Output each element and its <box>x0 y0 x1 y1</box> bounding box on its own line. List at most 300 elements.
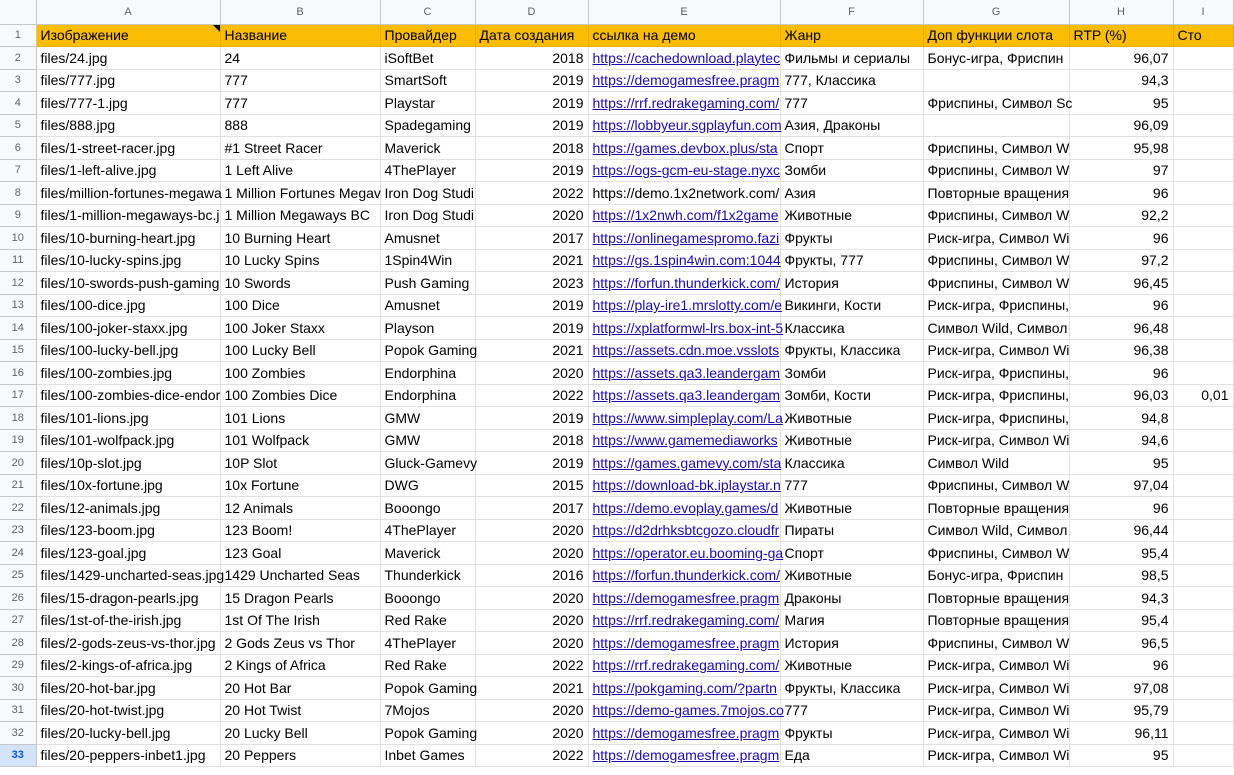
header-cell[interactable]: Доп функции слота <box>923 24 1069 47</box>
row-number[interactable]: 13 <box>0 294 36 317</box>
cell[interactable]: 96 <box>1069 182 1173 205</box>
header-cell[interactable]: Жанр <box>780 24 923 47</box>
cell[interactable]: Spadegaming <box>380 114 475 137</box>
cell[interactable]: 96,38 <box>1069 339 1173 362</box>
cell[interactable]: files/10-swords-push-gaming <box>36 272 220 295</box>
cell[interactable]: 4ThePlayer <box>380 159 475 182</box>
cell[interactable]: 777 <box>780 92 923 115</box>
cell[interactable]: 123 Goal <box>220 542 380 565</box>
row-number[interactable]: 25 <box>0 564 36 587</box>
cell[interactable] <box>1173 474 1233 497</box>
cell[interactable]: 94,3 <box>1069 587 1173 610</box>
demo-link-cell[interactable]: https://ogs-gcm-eu-stage.nyxc <box>588 159 780 182</box>
cell[interactable]: 2018 <box>475 137 588 160</box>
cell[interactable] <box>1173 272 1233 295</box>
column-letter-c[interactable]: C <box>380 0 475 24</box>
cell[interactable]: Риск-игра, Символ Wi <box>923 429 1069 452</box>
cell[interactable] <box>923 114 1069 137</box>
cell[interactable] <box>1173 632 1233 655</box>
cell[interactable]: Риск-игра, Символ Wi <box>923 744 1069 767</box>
cell[interactable]: 15 Dragon Pearls <box>220 587 380 610</box>
cell[interactable]: Азия <box>780 182 923 205</box>
cell[interactable]: Inbet Games <box>380 744 475 767</box>
cell[interactable]: Red Rake <box>380 609 475 632</box>
row-number[interactable]: 8 <box>0 182 36 205</box>
demo-link-cell[interactable]: https://www.gamemediaworks <box>588 429 780 452</box>
cell[interactable] <box>1173 429 1233 452</box>
cell[interactable]: 20 Lucky Bell <box>220 722 380 745</box>
cell[interactable]: 777 <box>220 92 380 115</box>
cell[interactable]: 2017 <box>475 227 588 250</box>
cell[interactable]: 2020 <box>475 542 588 565</box>
cell[interactable]: Животные <box>780 407 923 430</box>
cell[interactable]: iSoftBet <box>380 47 475 70</box>
demo-link-cell[interactable]: https://rrf.redrakegaming.com/ <box>588 609 780 632</box>
cell[interactable]: 2 Kings of Africa <box>220 654 380 677</box>
cell[interactable]: Бонус-игра, Фриспин <box>923 47 1069 70</box>
row-number[interactable]: 5 <box>0 114 36 137</box>
cell[interactable]: 2021 <box>475 339 588 362</box>
column-letter-h[interactable]: H <box>1069 0 1173 24</box>
cell[interactable]: files/20-hot-twist.jpg <box>36 699 220 722</box>
cell[interactable]: Gluck-Gamevy <box>380 452 475 475</box>
cell[interactable]: files/15-dragon-pearls.jpg <box>36 587 220 610</box>
cell[interactable] <box>1173 519 1233 542</box>
cell[interactable]: Фриспины, Символ W <box>923 542 1069 565</box>
cell[interactable]: files/777-1.jpg <box>36 92 220 115</box>
demo-link-cell[interactable]: https://assets.qa3.leandergam <box>588 362 780 385</box>
demo-link-cell[interactable]: https://games.devbox.plus/sta <box>588 137 780 160</box>
cell[interactable]: files/2-kings-of-africa.jpg <box>36 654 220 677</box>
cell[interactable]: 100 Zombies <box>220 362 380 385</box>
cell[interactable] <box>1173 317 1233 340</box>
cell[interactable]: 2019 <box>475 407 588 430</box>
cell[interactable]: 96,45 <box>1069 272 1173 295</box>
cell[interactable]: Классика <box>780 317 923 340</box>
row-number[interactable]: 2 <box>0 47 36 70</box>
cell[interactable]: files/20-peppers-inbet1.jpg <box>36 744 220 767</box>
header-cell[interactable]: Дата создания <box>475 24 588 47</box>
cell[interactable]: 95 <box>1069 92 1173 115</box>
cell[interactable]: Popok Gaming <box>380 677 475 700</box>
cell[interactable]: 96,11 <box>1069 722 1173 745</box>
cell[interactable]: files/20-hot-bar.jpg <box>36 677 220 700</box>
cell[interactable]: Животные <box>780 654 923 677</box>
cell[interactable] <box>923 69 1069 92</box>
demo-link-cell[interactable]: https://assets.qa3.leandergam <box>588 384 780 407</box>
cell[interactable]: 92,2 <box>1069 204 1173 227</box>
cell[interactable]: История <box>780 272 923 295</box>
cell[interactable]: 97,08 <box>1069 677 1173 700</box>
cell[interactable]: 20 Hot Bar <box>220 677 380 700</box>
cell[interactable] <box>1173 294 1233 317</box>
cell[interactable] <box>1173 722 1233 745</box>
cell[interactable] <box>1173 362 1233 385</box>
cell[interactable]: Playson <box>380 317 475 340</box>
row-number[interactable]: 4 <box>0 92 36 115</box>
cell[interactable]: 100 Dice <box>220 294 380 317</box>
cell[interactable]: 96,03 <box>1069 384 1173 407</box>
cell[interactable]: Повторные вращения <box>923 182 1069 205</box>
cell[interactable]: Бонус-игра, Фриспин <box>923 564 1069 587</box>
cell[interactable]: Amusnet <box>380 227 475 250</box>
cell[interactable]: 96,48 <box>1069 317 1173 340</box>
cell[interactable]: 12 Animals <box>220 497 380 520</box>
demo-link-cell[interactable]: https://1x2nwh.com/f1x2game <box>588 204 780 227</box>
header-cell[interactable]: ссылка на демо <box>588 24 780 47</box>
demo-link-cell[interactable]: https://demogamesfree.pragm <box>588 722 780 745</box>
cell[interactable]: 1 Million Fortunes Megav <box>220 182 380 205</box>
cell[interactable]: Endorphina <box>380 362 475 385</box>
cell[interactable]: 2019 <box>475 92 588 115</box>
cell[interactable] <box>1173 182 1233 205</box>
cell[interactable]: 96 <box>1069 362 1173 385</box>
header-cell[interactable]: Изображение <box>36 24 220 47</box>
cell[interactable]: Риск-игра, Символ Wi <box>923 722 1069 745</box>
row-number[interactable]: 27 <box>0 609 36 632</box>
cell[interactable]: Фрукты, Классика <box>780 339 923 362</box>
cell[interactable] <box>1173 677 1233 700</box>
row-number[interactable]: 6 <box>0 137 36 160</box>
cell[interactable]: Фриспины, Символ W <box>923 249 1069 272</box>
demo-link-cell[interactable]: https://rrf.redrakegaming.com/ <box>588 92 780 115</box>
cell[interactable]: Повторные вращения <box>923 497 1069 520</box>
demo-link-cell[interactable]: https://onlinegamespromo.fazi <box>588 227 780 250</box>
demo-link-cell[interactable]: https://play-ire1.mrslotty.com/e <box>588 294 780 317</box>
cell[interactable]: Фрукты, Классика <box>780 677 923 700</box>
cell[interactable]: 4ThePlayer <box>380 632 475 655</box>
cell[interactable]: 888 <box>220 114 380 137</box>
row-number[interactable]: 7 <box>0 159 36 182</box>
cell[interactable]: 2020 <box>475 362 588 385</box>
row-number[interactable]: 10 <box>0 227 36 250</box>
cell[interactable]: Классика <box>780 452 923 475</box>
cell[interactable]: 2022 <box>475 654 588 677</box>
demo-link-cell[interactable]: https://demogamesfree.pragm <box>588 69 780 92</box>
column-letter-f[interactable]: F <box>780 0 923 24</box>
cell[interactable]: Риск-игра, Фриспины, <box>923 294 1069 317</box>
demo-link-cell[interactable]: https://assets.cdn.moe.vsslots <box>588 339 780 362</box>
demo-link-cell[interactable]: https://demo-games.7mojos.co <box>588 699 780 722</box>
cell[interactable]: 10 Burning Heart <box>220 227 380 250</box>
cell[interactable]: files/20-lucky-bell.jpg <box>36 722 220 745</box>
cell[interactable]: Риск-игра, Символ Wi <box>923 699 1069 722</box>
row-number[interactable]: 33 <box>0 744 36 767</box>
column-letter-g[interactable]: G <box>923 0 1069 24</box>
cell[interactable]: 20 Peppers <box>220 744 380 767</box>
cell[interactable]: Риск-игра, Фриспины, <box>923 407 1069 430</box>
cell[interactable]: files/100-dice.jpg <box>36 294 220 317</box>
cell[interactable]: 96 <box>1069 497 1173 520</box>
cell[interactable]: Popok Gaming <box>380 339 475 362</box>
demo-link-cell[interactable]: https://demo.evoplay.games/d <box>588 497 780 520</box>
column-letter-b[interactable]: B <box>220 0 380 24</box>
cell[interactable]: 95 <box>1069 744 1173 767</box>
cell[interactable]: 2019 <box>475 317 588 340</box>
cell[interactable]: Фриспины, Символ W <box>923 159 1069 182</box>
cell[interactable]: files/10x-fortune.jpg <box>36 474 220 497</box>
cell[interactable]: 2 Gods Zeus vs Thor <box>220 632 380 655</box>
demo-link-cell[interactable]: https://demogamesfree.pragm <box>588 744 780 767</box>
demo-link-cell[interactable]: https://gs.1spin4win.com:1044 <box>588 249 780 272</box>
cell[interactable] <box>1173 407 1233 430</box>
cell[interactable]: 20 Hot Twist <box>220 699 380 722</box>
cell[interactable]: files/1st-of-the-irish.jpg <box>36 609 220 632</box>
cell[interactable]: 96 <box>1069 227 1173 250</box>
header-cell[interactable]: Сто <box>1173 24 1233 47</box>
cell[interactable]: 2019 <box>475 69 588 92</box>
cell[interactable] <box>1173 137 1233 160</box>
cell[interactable]: 101 Lions <box>220 407 380 430</box>
cell[interactable]: Повторные вращения <box>923 587 1069 610</box>
cell[interactable]: 94,8 <box>1069 407 1173 430</box>
cell[interactable]: files/million-fortunes-megawa <box>36 182 220 205</box>
cell[interactable]: 10P Slot <box>220 452 380 475</box>
cell[interactable]: files/10p-slot.jpg <box>36 452 220 475</box>
cell[interactable]: files/100-zombies-dice-endor <box>36 384 220 407</box>
cell[interactable]: 100 Zombies Dice <box>220 384 380 407</box>
cell[interactable]: 2023 <box>475 272 588 295</box>
cell[interactable]: Викинги, Кости <box>780 294 923 317</box>
cell[interactable]: 97 <box>1069 159 1173 182</box>
cell[interactable]: Драконы <box>780 587 923 610</box>
cell[interactable]: Фриспины, Символ W <box>923 272 1069 295</box>
demo-link-cell[interactable]: https://forfun.thunderkick.com/ <box>588 564 780 587</box>
cell[interactable]: 98,5 <box>1069 564 1173 587</box>
cell[interactable]: Фриспины, Символ Sc <box>923 92 1069 115</box>
row-number[interactable]: 9 <box>0 204 36 227</box>
select-all-corner[interactable] <box>0 0 36 24</box>
cell[interactable] <box>1173 587 1233 610</box>
cell[interactable]: Риск-игра, Фриспины, <box>923 362 1069 385</box>
cell[interactable]: files/24.jpg <box>36 47 220 70</box>
cell[interactable]: 2020 <box>475 699 588 722</box>
cell[interactable]: 2018 <box>475 429 588 452</box>
cell[interactable]: Риск-игра, Символ Wi <box>923 654 1069 677</box>
demo-link-cell[interactable]: https://demo.1x2network.com/ <box>588 182 780 205</box>
cell[interactable]: Booongo <box>380 497 475 520</box>
row-number[interactable]: 29 <box>0 654 36 677</box>
cell[interactable]: Playstar <box>380 92 475 115</box>
cell[interactable]: Booongo <box>380 587 475 610</box>
cell[interactable]: Символ Wild <box>923 452 1069 475</box>
cell[interactable] <box>1173 542 1233 565</box>
cell[interactable]: Зомби, Кости <box>780 384 923 407</box>
cell[interactable]: 24 <box>220 47 380 70</box>
cell[interactable]: GMW <box>380 429 475 452</box>
cell[interactable]: 2022 <box>475 384 588 407</box>
cell[interactable]: Фриспины, Символ W <box>923 204 1069 227</box>
cell[interactable]: Amusnet <box>380 294 475 317</box>
cell[interactable]: files/101-wolfpack.jpg <box>36 429 220 452</box>
header-cell[interactable]: RTP (%) <box>1069 24 1173 47</box>
cell[interactable] <box>1173 497 1233 520</box>
cell[interactable]: Животные <box>780 497 923 520</box>
cell[interactable]: files/1429-uncharted-seas.jpg <box>36 564 220 587</box>
cell[interactable]: files/100-zombies.jpg <box>36 362 220 385</box>
cell[interactable]: 94,3 <box>1069 69 1173 92</box>
cell[interactable] <box>1173 564 1233 587</box>
cell[interactable]: Iron Dog Studi <box>380 182 475 205</box>
cell[interactable]: SmartSoft <box>380 69 475 92</box>
cell[interactable]: files/123-boom.jpg <box>36 519 220 542</box>
cell[interactable]: Endorphina <box>380 384 475 407</box>
header-cell[interactable]: Провайдер <box>380 24 475 47</box>
row-number[interactable]: 16 <box>0 362 36 385</box>
cell[interactable]: Фриспины, Символ W <box>923 137 1069 160</box>
cell[interactable]: 123 Boom! <box>220 519 380 542</box>
cell[interactable]: Maverick <box>380 542 475 565</box>
header-cell[interactable]: Название <box>220 24 380 47</box>
cell[interactable]: 2020 <box>475 519 588 542</box>
demo-link-cell[interactable]: https://games.gamevy.com/sta <box>588 452 780 475</box>
cell[interactable] <box>1173 69 1233 92</box>
cell[interactable] <box>1173 204 1233 227</box>
demo-link-cell[interactable]: https://operator.eu.booming-ga <box>588 542 780 565</box>
row-number[interactable]: 24 <box>0 542 36 565</box>
cell[interactable]: Риск-игра, Символ Wi <box>923 677 1069 700</box>
column-letter-d[interactable]: D <box>475 0 588 24</box>
cell[interactable]: Символ Wild, Символ <box>923 519 1069 542</box>
cell[interactable]: Зомби <box>780 159 923 182</box>
cell[interactable]: 10 Swords <box>220 272 380 295</box>
cell[interactable]: 7Mojos <box>380 699 475 722</box>
cell[interactable]: Фриспины, Символ W <box>923 474 1069 497</box>
cell[interactable]: 10x Fortune <box>220 474 380 497</box>
cell[interactable]: Повторные вращения <box>923 609 1069 632</box>
cell[interactable]: 0,01 <box>1173 384 1233 407</box>
cell[interactable]: 100 Joker Staxx <box>220 317 380 340</box>
cell[interactable]: 2015 <box>475 474 588 497</box>
cell[interactable]: Еда <box>780 744 923 767</box>
cell[interactable]: 2022 <box>475 182 588 205</box>
demo-link-cell[interactable]: https://d2drhksbtcgozo.cloudfr <box>588 519 780 542</box>
cell[interactable]: 2020 <box>475 722 588 745</box>
cell[interactable]: 2019 <box>475 294 588 317</box>
cell[interactable]: Фриспины, Символ W <box>923 632 1069 655</box>
cell[interactable]: 10 Lucky Spins <box>220 249 380 272</box>
cell[interactable]: 2018 <box>475 47 588 70</box>
cell[interactable] <box>1173 699 1233 722</box>
row-number[interactable]: 19 <box>0 429 36 452</box>
cell[interactable]: 1st Of The Irish <box>220 609 380 632</box>
cell[interactable]: files/777.jpg <box>36 69 220 92</box>
row-number[interactable]: 30 <box>0 677 36 700</box>
cell[interactable]: Фрукты, 777 <box>780 249 923 272</box>
row-number[interactable]: 23 <box>0 519 36 542</box>
cell[interactable]: Животные <box>780 429 923 452</box>
cell[interactable]: 2019 <box>475 159 588 182</box>
cell[interactable]: files/888.jpg <box>36 114 220 137</box>
cell[interactable]: 2020 <box>475 609 588 632</box>
cell[interactable]: files/2-gods-zeus-vs-thor.jpg <box>36 632 220 655</box>
cell[interactable]: Thunderkick <box>380 564 475 587</box>
cell[interactable] <box>1173 114 1233 137</box>
cell[interactable]: 4ThePlayer <box>380 519 475 542</box>
demo-link-cell[interactable]: https://cachedownload.playtec <box>588 47 780 70</box>
cell[interactable] <box>1173 92 1233 115</box>
cell[interactable]: #1 Street Racer <box>220 137 380 160</box>
cell[interactable]: 2020 <box>475 204 588 227</box>
cell[interactable]: 101 Wolfpack <box>220 429 380 452</box>
cell[interactable]: Спорт <box>780 542 923 565</box>
demo-link-cell[interactable]: https://pokgaming.com/?partn <box>588 677 780 700</box>
demo-link-cell[interactable]: https://demogamesfree.pragm <box>588 587 780 610</box>
cell[interactable]: files/1-left-alive.jpg <box>36 159 220 182</box>
cell[interactable]: 2016 <box>475 564 588 587</box>
column-letter-i[interactable]: I <box>1173 0 1233 24</box>
cell[interactable]: Зомби <box>780 362 923 385</box>
cell[interactable]: Магия <box>780 609 923 632</box>
cell[interactable]: GMW <box>380 407 475 430</box>
row-number[interactable]: 21 <box>0 474 36 497</box>
cell[interactable]: 1 Million Megaways BC <box>220 204 380 227</box>
row-number[interactable]: 14 <box>0 317 36 340</box>
cell[interactable]: files/1-million-megaways-bc.j <box>36 204 220 227</box>
cell[interactable]: files/101-lions.jpg <box>36 407 220 430</box>
cell[interactable]: 1429 Uncharted Seas <box>220 564 380 587</box>
cell[interactable]: files/100-joker-staxx.jpg <box>36 317 220 340</box>
cell[interactable]: 96 <box>1069 654 1173 677</box>
cell[interactable]: 777, Классика <box>780 69 923 92</box>
cell[interactable]: 96,09 <box>1069 114 1173 137</box>
cell[interactable]: files/12-animals.jpg <box>36 497 220 520</box>
row-number[interactable]: 22 <box>0 497 36 520</box>
cell[interactable] <box>1173 249 1233 272</box>
demo-link-cell[interactable]: https://lobbyeur.sgplayfun.com <box>588 114 780 137</box>
cell[interactable]: Iron Dog Studi <box>380 204 475 227</box>
cell[interactable]: DWG <box>380 474 475 497</box>
cell[interactable]: Риск-игра, Символ Wi <box>923 339 1069 362</box>
row-number[interactable]: 28 <box>0 632 36 655</box>
cell[interactable]: 94,6 <box>1069 429 1173 452</box>
cell[interactable] <box>1173 47 1233 70</box>
cell[interactable]: Фрукты <box>780 722 923 745</box>
cell[interactable]: Символ Wild, Символ <box>923 317 1069 340</box>
cell[interactable]: 95,4 <box>1069 609 1173 632</box>
row-number[interactable]: 12 <box>0 272 36 295</box>
cell[interactable]: 777 <box>780 699 923 722</box>
row-number[interactable]: 1 <box>0 24 36 47</box>
cell[interactable]: Риск-игра, Фриспины, <box>923 384 1069 407</box>
cell[interactable]: Пираты <box>780 519 923 542</box>
row-number[interactable]: 17 <box>0 384 36 407</box>
cell[interactable]: files/1-street-racer.jpg <box>36 137 220 160</box>
cell[interactable]: Азия, Драконы <box>780 114 923 137</box>
cell[interactable]: Red Rake <box>380 654 475 677</box>
cell[interactable]: files/100-lucky-bell.jpg <box>36 339 220 362</box>
cell[interactable]: Фильмы и сериалы <box>780 47 923 70</box>
demo-link-cell[interactable]: https://www.simpleplay.com/La <box>588 407 780 430</box>
row-number[interactable]: 20 <box>0 452 36 475</box>
cell[interactable]: 95,79 <box>1069 699 1173 722</box>
cell[interactable]: 2019 <box>475 114 588 137</box>
row-number[interactable]: 15 <box>0 339 36 362</box>
cell[interactable]: 777 <box>780 474 923 497</box>
cell[interactable]: 1 Left Alive <box>220 159 380 182</box>
cell[interactable]: 97,04 <box>1069 474 1173 497</box>
cell[interactable]: 2021 <box>475 677 588 700</box>
cell[interactable] <box>1173 227 1233 250</box>
cell[interactable]: 95 <box>1069 452 1173 475</box>
cell[interactable] <box>1173 159 1233 182</box>
cell[interactable] <box>1173 744 1233 767</box>
cell[interactable]: Риск-игра, Символ Wi <box>923 227 1069 250</box>
cell[interactable] <box>1173 339 1233 362</box>
cell[interactable]: Maverick <box>380 137 475 160</box>
cell[interactable]: files/123-goal.jpg <box>36 542 220 565</box>
cell[interactable]: files/10-lucky-spins.jpg <box>36 249 220 272</box>
